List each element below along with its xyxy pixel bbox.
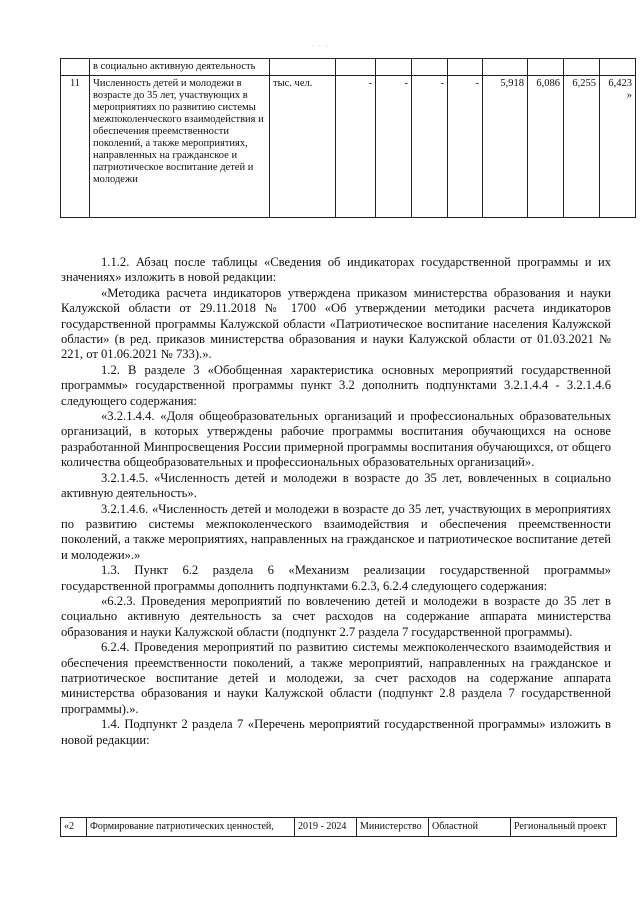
table-cell — [448, 59, 483, 76]
scan-marks: · · · — [312, 42, 329, 51]
indicator-name: Численность детей и молодежи в возрасте до 35 лет, участвующих в мероприятиях по развитию системы межпоколенческого взаимодействия и обеспечения преемственности поколений, а также мероприятиях, направленных на гражданское и патриотическое воспитание детей и молодежи — [90, 76, 270, 218]
table-cell — [483, 59, 528, 76]
paragraph-6-2-3: «6.2.3. Проведения мероприятий по вовлечению детей и молодежи в возрасте до 35 лет в социально активную деятельность за счет расходов на содержание аппарата министерства образования и науки Калужской области (подпункт 2.7 раздела 7 государственной программы). — [61, 593, 611, 639]
value-text: 6,423 — [608, 78, 632, 89]
table-cell — [336, 59, 376, 76]
table-cell — [528, 59, 564, 76]
paragraph-3-2-1-4-6: 3.2.1.4.6. «Численность детей и молодежи в возрасте до 35 лет, участвующих в мероприятиях по развитию системы межпоколенческого взаимодействия и обеспечения преемственности поколений, а также мероприятиях, направленных на гражданское и патриотическое воспитание детей и молодежи».» — [61, 501, 611, 562]
closing-quote: » — [626, 90, 632, 101]
value-cell: 6,255 — [564, 76, 600, 218]
table-row — [61, 818, 617, 837]
value-cell-last — [600, 76, 636, 218]
table-cell-period: 2019 - 2024 — [295, 818, 357, 837]
table-cell — [600, 59, 636, 76]
indicator-name-continuation: в социально активную деятельность — [90, 59, 270, 76]
row-number: 11 — [61, 76, 90, 218]
indicators-table — [60, 58, 636, 218]
table-cell-executor: Министерство — [357, 818, 429, 837]
table-cell-number: «2 — [61, 818, 87, 837]
paragraph-3-2-1-4-5: 3.2.1.4.5. «Численность детей и молодежи в возрасте до 35 лет, вовлеченных в социально активную деятельность». — [61, 470, 611, 501]
value-cell: 6,086 — [528, 76, 564, 218]
table-row-continuation — [61, 59, 636, 76]
table-cell — [376, 59, 412, 76]
value-cell: 5,918 — [483, 76, 528, 218]
value-cell: - — [448, 76, 483, 218]
paragraph-1-3: 1.3. Пункт 6.2 раздела 6 «Механизм реализации государственной программы» государственной программы дополнить подпунктами 6.2.3, 6.2.4 следующего содержания: — [61, 563, 611, 593]
value-cell: - — [336, 76, 376, 218]
table-cell — [61, 59, 90, 76]
program-measures-table — [60, 817, 617, 837]
table-row-indicator-11 — [61, 76, 636, 218]
table-cell — [270, 59, 336, 76]
value-cell: - — [376, 76, 412, 218]
paragraph-1-2: 1.2. В разделе 3 «Обобщенная характеристика основных мероприятий государственной программы» государственной программы пункт 3.2 дополнить подпунктами 3.2.1.4.4 - 3.2.1.4.6 следующего содержания: — [61, 362, 611, 408]
paragraph-1-4: 1.4. Подпункт 2 раздела 7 «Перечень мероприятий государственной программы» изложить в новой редакции: — [61, 717, 611, 747]
table-cell — [412, 59, 448, 76]
paragraph-methodology: «Методика расчета индикаторов утверждена приказом министерства образования и науки Калужской области от 29.11.2018 № 1700 «Об утверждении методики расчета индикаторов государственной программы Калужской области «Патриотическое воспитание населения Калужской области» (в ред. приказов министерства образования и науки Калужской области от 01.03.2021 № 221, от 01.06.2021 № 733).». — [61, 285, 611, 362]
table-cell-project: Региональный проект — [511, 818, 617, 837]
paragraph-6-2-4: 6.2.4. Проведения мероприятий по развитию системы межпоколенческого взаимодействия и обеспечения преемственности поколений, а также мероприятий, направленных на гражданское и патриотическое воспитание детей и молодежи, за счет расходов на содержание аппарата министерства образования и науки Калужской области (подпункт 2.8 раздела 7 государственной программы).». — [61, 640, 611, 716]
table-cell — [564, 59, 600, 76]
paragraph-3-2-1-4-4: «3.2.1.4.4. «Доля общеобразовательных организаций и профессиональных образовательных организаций, в которых утверждены рабочие программы воспитания обучающихся на основе разработанной Минпросвещения России примерной программы воспитания обучающихся, от общего количества общеобразовательных и профессиональных образовательных организаций». — [61, 409, 611, 470]
paragraph-1-1-2: 1.1.2. Абзац после таблицы «Сведения об индикаторах государственной программы и их значениях» изложить в новой редакции: — [61, 255, 611, 285]
value-cell: - — [412, 76, 448, 218]
document-body — [61, 255, 611, 748]
table-cell-measure: Формирование патриотических ценностей, — [87, 818, 295, 837]
indicator-unit: тыс. чел. — [270, 76, 336, 218]
table-cell-budget: Областной — [429, 818, 511, 837]
